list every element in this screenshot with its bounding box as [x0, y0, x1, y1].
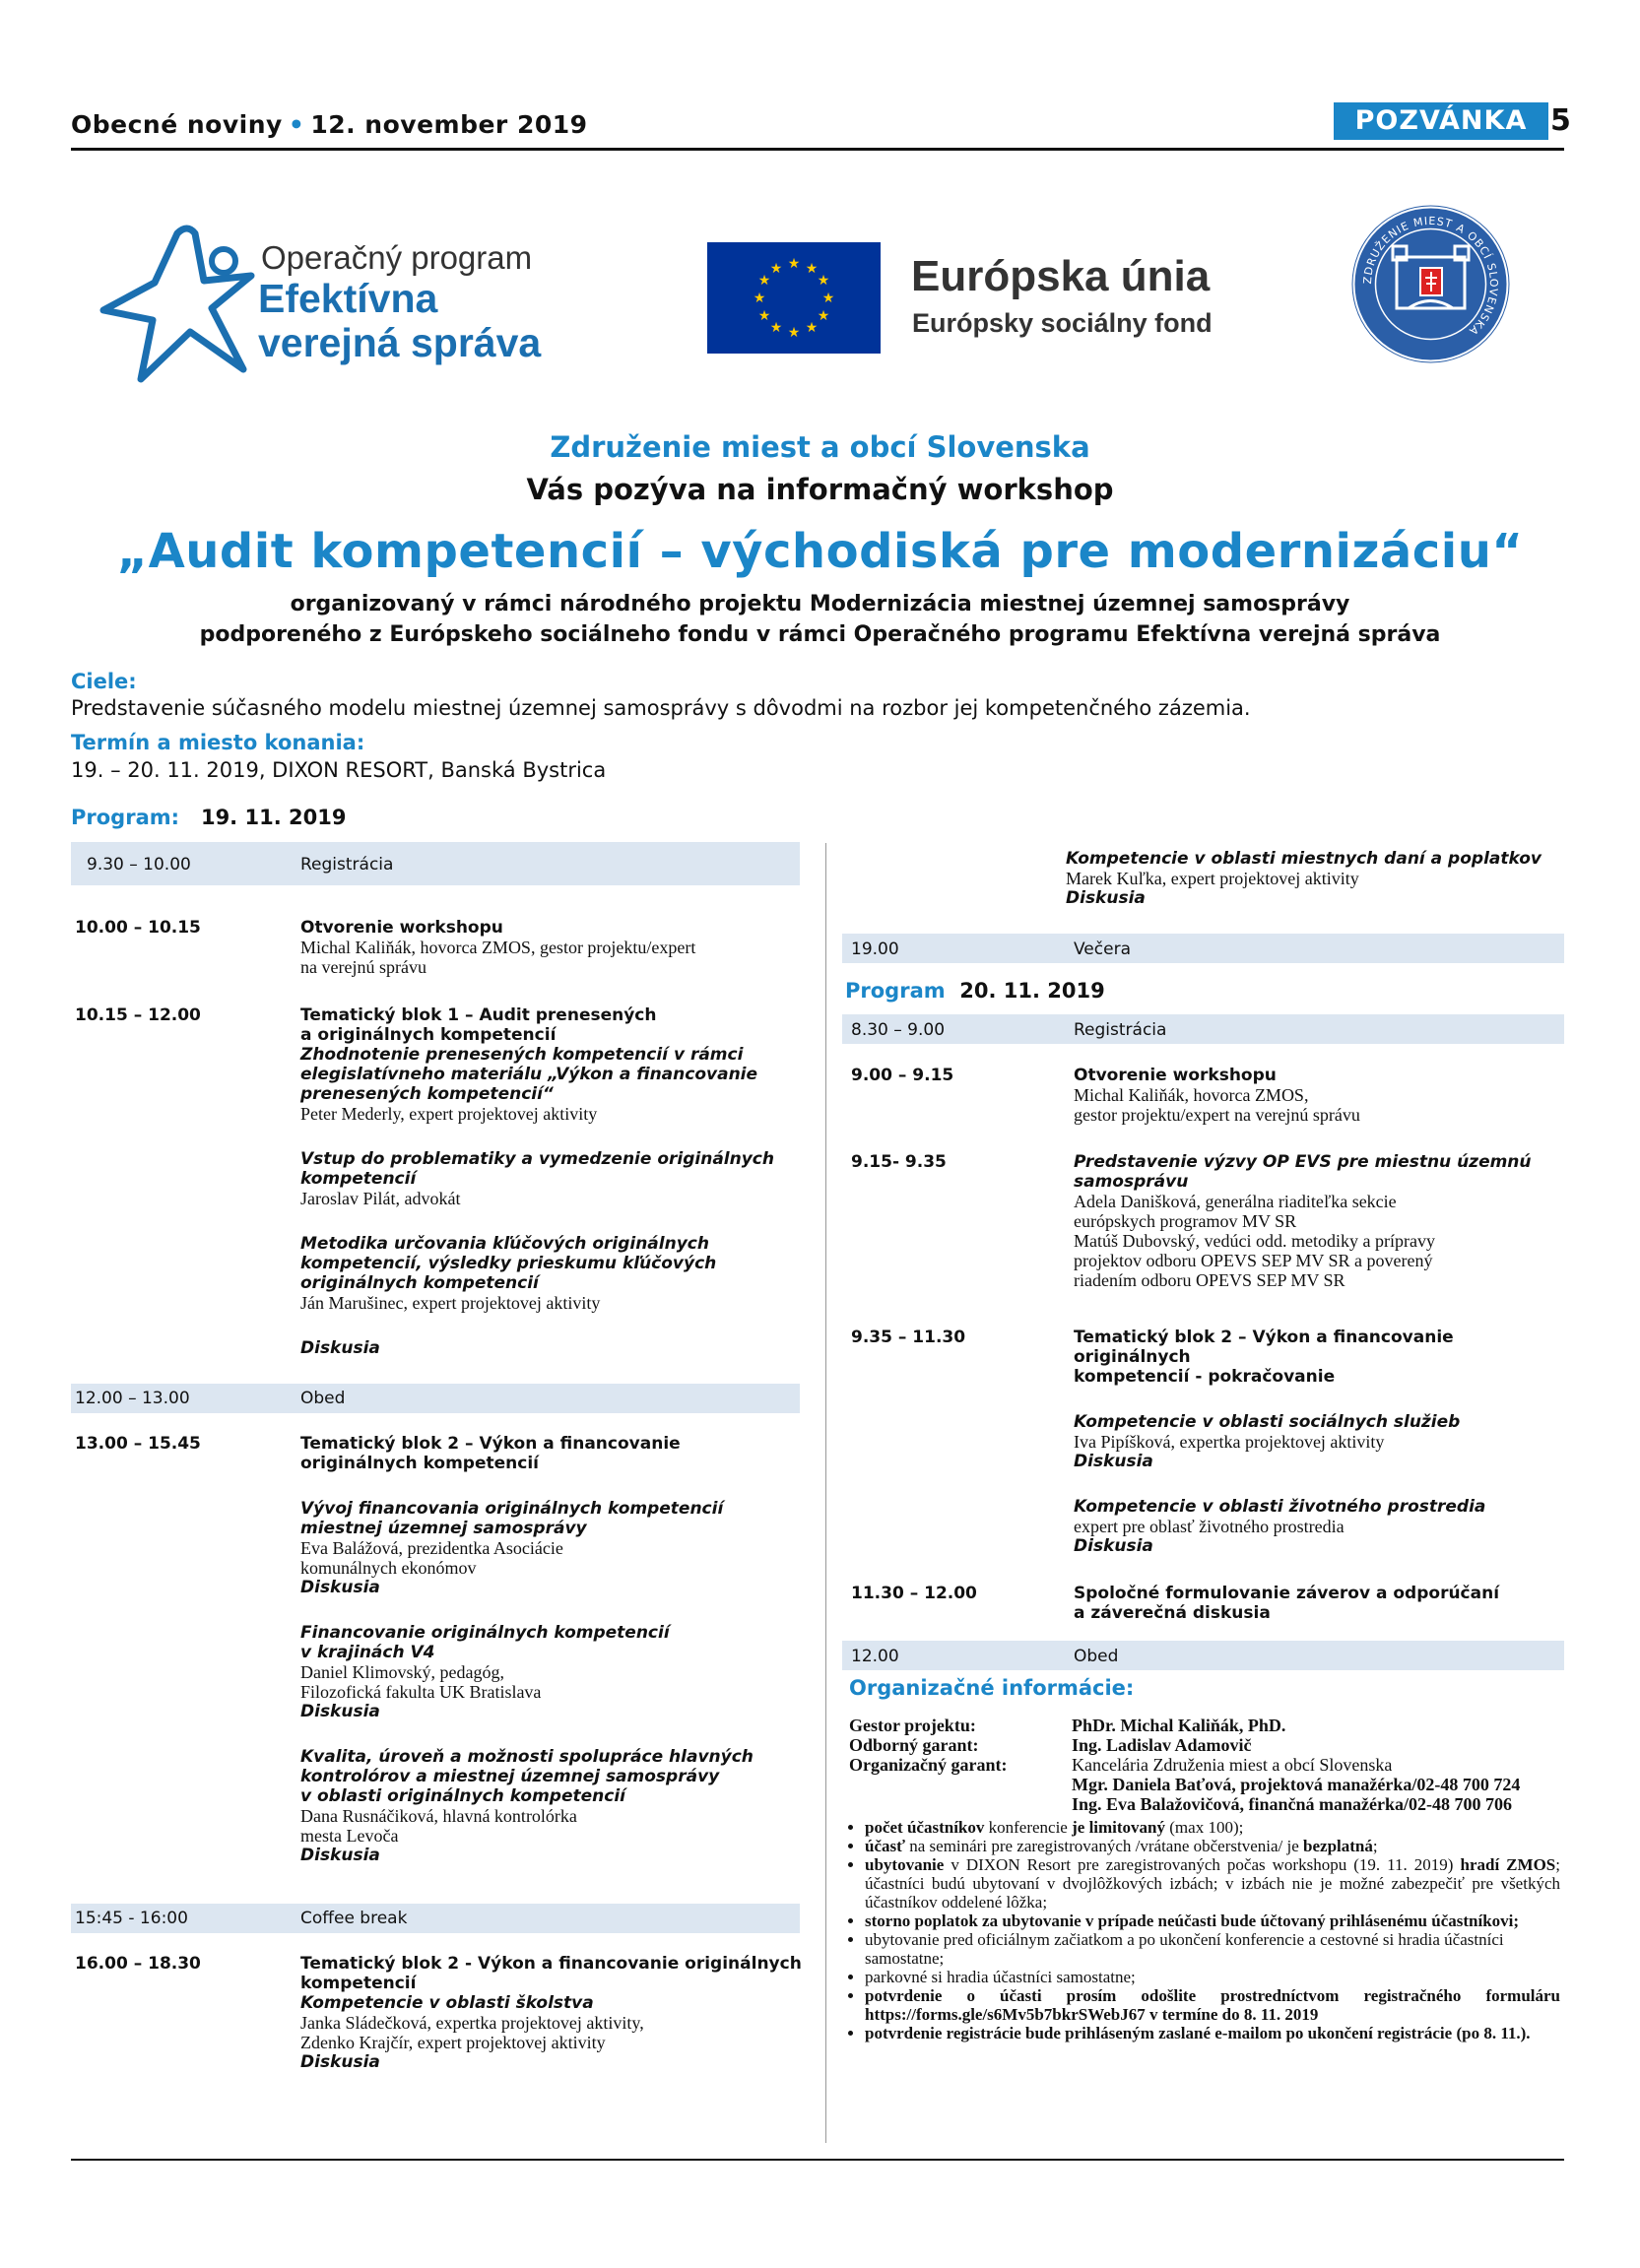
talk-title: Kompetencie v oblasti životného prostredia [1074, 1497, 1486, 1517]
row-time: 9.00 – 9.15 [851, 1066, 954, 1085]
row-time: 8.30 – 9.00 [851, 1020, 946, 1040]
row-taxes [1066, 849, 1558, 908]
talk-title: v krajinách V4 [300, 1643, 435, 1662]
discussion-label: Diskusia [300, 1338, 380, 1358]
zmos-seal-icon [1349, 203, 1512, 365]
op-evs-star-logo [94, 222, 261, 384]
contact-key: Odborný garant: [849, 1735, 979, 1755]
contact-value: Kancelária Združenia miest a obcí Slovenska [1072, 1755, 1393, 1775]
row-activity: Večera [1074, 940, 1131, 959]
session-title: Otvorenie workshopu [1074, 1066, 1277, 1085]
note-text: na seminári pre zaregistrovaných /vrátane občerstvenia/ je [904, 1837, 1304, 1855]
subtitle-line2: podporeného z Európskeho sociálneho fondu v rámci Operačného programu Efektívna verejná správa [199, 622, 1441, 647]
session-title: kompetencií - pokračovanie [1074, 1367, 1336, 1387]
day2-date: 20. 11. 2019 [959, 979, 1105, 1003]
row-activity: Obed [1074, 1647, 1119, 1666]
note-strong: bezplatná [1303, 1837, 1373, 1855]
talk-title: Metodika určovania kľúčových originálnych [300, 1234, 709, 1254]
header-rule [71, 148, 1564, 151]
row-time: 9.35 – 11.30 [851, 1328, 966, 1347]
speaker-line: Filozofická fakulta UK Bratislava [300, 1682, 542, 1702]
speaker-line: Zdenko Krajčír, expert projektovej aktivity [300, 2033, 606, 2052]
session-title: Tematický blok 2 – Výkon a financovanie originálnych [1074, 1328, 1454, 1367]
svg-text:★: ★ [757, 308, 771, 324]
svg-text:★: ★ [757, 273, 771, 289]
separator-dot: • [288, 110, 305, 139]
talk-title: kompetencií, výsledky prieskumu kľúčových [300, 1254, 717, 1273]
session-title: Tematický blok 2 – Výkon a financovanie [300, 1434, 681, 1454]
contact-value: PhDr. Michal Kaliňák, PhD. [1072, 1716, 1286, 1735]
talk-title: kompetencií [300, 1169, 417, 1189]
note-item [865, 1855, 1560, 1912]
masthead [71, 110, 588, 139]
venue-label: Termín a miesto konania: [71, 731, 365, 754]
eu-logo-subtitle: Európsky sociálny fond [912, 308, 1213, 338]
row-activity: Obed [300, 1389, 346, 1408]
note-item [865, 1930, 1560, 1968]
note-text: v DIXON Resort pre zaregistrovaných počas workshopu (19. 11. 2019) [944, 1855, 1461, 1874]
row-call-presentation [1074, 1152, 1561, 1290]
svg-text:★: ★ [787, 325, 801, 341]
row-block2 [300, 1434, 813, 1865]
seal-text: ZDRUŽENIE MIEST A OBCÍ SLOVENSKA [1360, 214, 1501, 339]
row-time: 13.00 – 15.45 [75, 1434, 201, 1454]
talk-title: Financovanie originálnych kompetencií [300, 1623, 670, 1643]
footer-rule [71, 2159, 1564, 2161]
speaker-line: Eva Balážová, prezidentka Asociácie [300, 1538, 563, 1558]
discussion-label: Diskusia [300, 1846, 380, 1865]
speaker-line: Marek Kuľka, expert projektovej aktivity [1066, 869, 1359, 888]
note-item [865, 1968, 1560, 1986]
speaker-line: Iva Pipíšková, expertka projektovej aktivity [1074, 1432, 1385, 1452]
day1-label: Program: [71, 806, 180, 829]
row-activity: Registrácia [300, 855, 394, 875]
note-text: ubytovanie pred oficiálnym začiatkom a po ukončení konferencie a cestovné si hradia účastníci samostatne; [865, 1930, 1504, 1968]
day1-heading [71, 806, 346, 829]
row-conclusions [1074, 1584, 1561, 1623]
speaker-line: Daniel Klimovský, pedagóg, [300, 1662, 504, 1682]
note-strong: hradí ZMOS [1460, 1855, 1556, 1874]
note-item [865, 1912, 1560, 1930]
note-strong: účasť [865, 1837, 905, 1855]
speaker-line: Matúš Dubovský, vedúci odd. metodiky a prípravy [1074, 1231, 1435, 1251]
goals-text: Predstavenie súčasného modelu miestnej územnej samosprávy s dôvodmi na rozbor jej kompetenčného zázemia. [71, 696, 1251, 720]
row-time: 15:45 - 16:00 [75, 1909, 188, 1928]
day2-heading [845, 979, 1105, 1003]
paper-name: Obecné noviny [71, 110, 283, 139]
speaker-line: Michal Kaliňák, hovorca ZMOS, [1074, 1085, 1309, 1105]
note-strong: je limitovaný [1072, 1818, 1166, 1837]
eu-flag-icon [707, 242, 881, 354]
note-item [865, 1986, 1560, 2024]
eu-logo-title: Európska únia [911, 252, 1211, 300]
speaker-line: Dana Rusnáčiková, hlavná kontrolórka [300, 1806, 577, 1826]
talk-title: prenesených kompetencií“ [300, 1084, 554, 1104]
contact-value: Mgr. Daniela Baťová, projektová manažérka/02-48 700 724 [1072, 1775, 1521, 1794]
workshop-title: „Audit kompetencií – východiská pre modernizáciu“ [116, 524, 1524, 579]
speaker-line: Peter Mederly, expert projektovej aktivity [300, 1104, 598, 1124]
day2-label: Program [845, 979, 946, 1003]
note-strong: potvrdenie registrácie bude prihláseným zaslané e-mailom po ukončení registrácie (po 8. 11.). [865, 2024, 1531, 2042]
row-lunch2-band [842, 1641, 1564, 1670]
talk-title: elegislatívneho materiálu „Výkon a financovanie [300, 1065, 758, 1084]
discussion-label: Diskusia [1074, 1536, 1153, 1556]
note-text: ; [1372, 1837, 1378, 1855]
row-dinner-band [842, 934, 1564, 963]
row-opening [300, 918, 813, 977]
speaker-line: na verejnú správu [300, 957, 426, 977]
talk-title: Kompetencie v oblasti miestnych daní a poplatkov [1066, 849, 1542, 869]
row-time: 9.15- 9.35 [851, 1152, 947, 1172]
note-strong: potvrdenie o účasti prosím odošlite prostredníctvom registračného formuláru https://forms.gle/s6Mv5b7bkrSWebJ67 v termíne do 8. 11. 2019 [865, 1986, 1560, 2024]
session-title: a originálnych kompetencií [300, 1025, 557, 1045]
session-title: Otvorenie workshopu [300, 918, 503, 938]
row-block2-day2 [1074, 1328, 1561, 1556]
discussion-label: Diskusia [1074, 1452, 1153, 1471]
row-time: 19.00 [851, 940, 899, 959]
row-opening2 [1074, 1066, 1561, 1125]
speaker-line: Michal Kaliňák, hovorca ZMOS, gestor projektu/expert [300, 938, 696, 957]
talk-title: Kompetencie v oblasti sociálnych služieb [1074, 1412, 1461, 1432]
invite-line: Vás pozýva na informačný workshop [526, 473, 1114, 506]
organizer-name: Združenie miest a obcí Slovenska [550, 430, 1090, 464]
row-time: 9.30 – 10.00 [87, 855, 191, 875]
session-title: originálnych kompetencií [300, 1454, 540, 1473]
note-strong: storno poplatok za ubytovanie v prípade neúčasti bude účtovaný prihlásenému účastníkovi; [865, 1912, 1520, 1930]
talk-title: Zhodnotenie prenesených kompetencií v rámci [300, 1045, 744, 1065]
contact-value: Ing. Eva Balažovičová, finančná manažérka/02-48 700 706 [1072, 1794, 1513, 1814]
speaker-line: riadením odboru OPEVS SEP MV SR [1074, 1270, 1345, 1290]
talk-title: miestnej územnej samosprávy [300, 1519, 587, 1538]
note-item [865, 1818, 1560, 1837]
talk-title: Vývoj financovania originálnych kompetencií [300, 1499, 724, 1519]
contact-value: Ing. Ladislav Adamovič [1072, 1735, 1252, 1755]
discussion-label: Diskusia [300, 1702, 380, 1721]
talk-title: Vstup do problematiky a vymedzenie originálnych [300, 1149, 774, 1169]
speaker-line: projektov odboru OPEVS SEP MV SR a poverený [1074, 1251, 1433, 1270]
svg-text:★: ★ [769, 320, 783, 336]
row-block1 [300, 1005, 813, 1358]
speaker-line: Janka Sládečková, expertka projektovej aktivity, [300, 2013, 644, 2033]
org-info-label: Organizačné informácie: [849, 1676, 1135, 1700]
talk-title: samosprávu [1074, 1172, 1189, 1192]
svg-text:★: ★ [805, 320, 819, 336]
note-item [865, 1837, 1560, 1855]
talk-title: Kvalita, úroveň a možnosti spolupráce hlavných [300, 1747, 754, 1767]
svg-text:★: ★ [753, 291, 766, 306]
row-registration2-band [842, 1014, 1564, 1044]
op-logo-line1: Operačný program [261, 239, 533, 276]
talk-title: Kompetencie v oblasti školstva [300, 1993, 594, 2013]
speaker-line: gestor projektu/expert na verejnú správu [1074, 1105, 1360, 1125]
note-strong: počet účastníkov [865, 1818, 985, 1837]
svg-text:★: ★ [787, 256, 801, 272]
row-time: 10.00 – 10.15 [75, 918, 201, 938]
talk-title: Predstavenie výzvy OP EVS pre miestnu územnú [1074, 1152, 1532, 1172]
discussion-label: Diskusia [1066, 888, 1146, 908]
svg-text:★: ★ [821, 291, 835, 306]
org-contacts [849, 1716, 1558, 1814]
speaker-line: komunálnych ekonómov [300, 1558, 477, 1578]
svg-text:★: ★ [769, 261, 783, 277]
row-time: 12.00 [851, 1647, 899, 1666]
discussion-label: Diskusia [300, 1578, 380, 1597]
op-logo-line3: verejná správa [258, 320, 542, 365]
row-activity: Registrácia [1074, 1020, 1167, 1040]
row-activity: Coffee break [300, 1909, 408, 1928]
talk-title: originálnych kompetencií [300, 1273, 539, 1293]
row-block2-continued [300, 1954, 813, 2072]
contact-key: Gestor projektu: [849, 1716, 976, 1735]
session-title: kompetencií [300, 1974, 417, 1993]
note-text: konferencie [984, 1818, 1073, 1837]
speaker-line: Jaroslav Pilát, advokát [300, 1189, 461, 1208]
discussion-label: Diskusia [300, 2052, 380, 2072]
section-label: POZVÁNKA [1334, 102, 1548, 140]
session-title: Tematický blok 2 - Výkon a financovanie originálnych [300, 1954, 802, 1974]
speaker-line: expert pre oblasť životného prostredia [1074, 1517, 1345, 1536]
speaker-line: Adela Danišková, generálna riaditeľka sekcie [1074, 1192, 1397, 1211]
session-title: a záverečná diskusia [1074, 1603, 1271, 1623]
day1-date: 19. 11. 2019 [200, 806, 347, 829]
org-notes [849, 1818, 1560, 2042]
session-title: Tematický blok 1 – Audit prenesených [300, 1005, 657, 1025]
note-text: ; účastníci budú ubytovaní v dvojlôžkových izbách; v izbách nie je možné zabezpečiť pre všetkých účastníkov oddelené lôžka; [865, 1855, 1560, 1912]
session-title: Spoločné formulovanie záverov a odporúčaní [1074, 1584, 1500, 1603]
svg-text:★: ★ [817, 308, 830, 324]
row-time: 10.15 – 12.00 [75, 1005, 201, 1025]
row-time: 12.00 – 13.00 [75, 1389, 190, 1408]
op-logo-line2: Efektívna [258, 276, 438, 321]
speaker-line: európskych programov MV SR [1074, 1211, 1297, 1231]
note-text: (max 100); [1165, 1818, 1244, 1837]
speaker-line: Ján Marušinec, expert projektovej aktivity [300, 1293, 601, 1313]
subtitle-line1: organizovaný v rámci národného projektu Modernizácia miestnej územnej samosprávy [290, 592, 1350, 616]
speaker-line: mesta Levoča [300, 1826, 399, 1846]
page-number: 5 [1550, 103, 1571, 138]
row-time: 16.00 – 18.30 [75, 1954, 201, 1974]
row-time: 11.30 – 12.00 [851, 1584, 977, 1603]
talk-title: kontrolórov a miestnej územnej samosprávy [300, 1767, 720, 1786]
note-text: parkovné si hradia účastníci samostatne; [865, 1968, 1136, 1986]
venue-text: 19. – 20. 11. 2019, DIXON RESORT, Banská Bystrica [71, 758, 607, 782]
column-divider [825, 843, 826, 2143]
svg-text:★: ★ [805, 261, 819, 277]
goals-label: Ciele: [71, 670, 137, 693]
svg-text:★: ★ [817, 273, 830, 289]
note-strong: ubytovanie [865, 1855, 945, 1874]
contact-key: Organizačný garant: [849, 1755, 1008, 1775]
note-item [865, 2024, 1560, 2042]
talk-title: v oblasti originálnych kompetencií [300, 1786, 625, 1806]
issue-date: 12. november 2019 [310, 110, 588, 139]
